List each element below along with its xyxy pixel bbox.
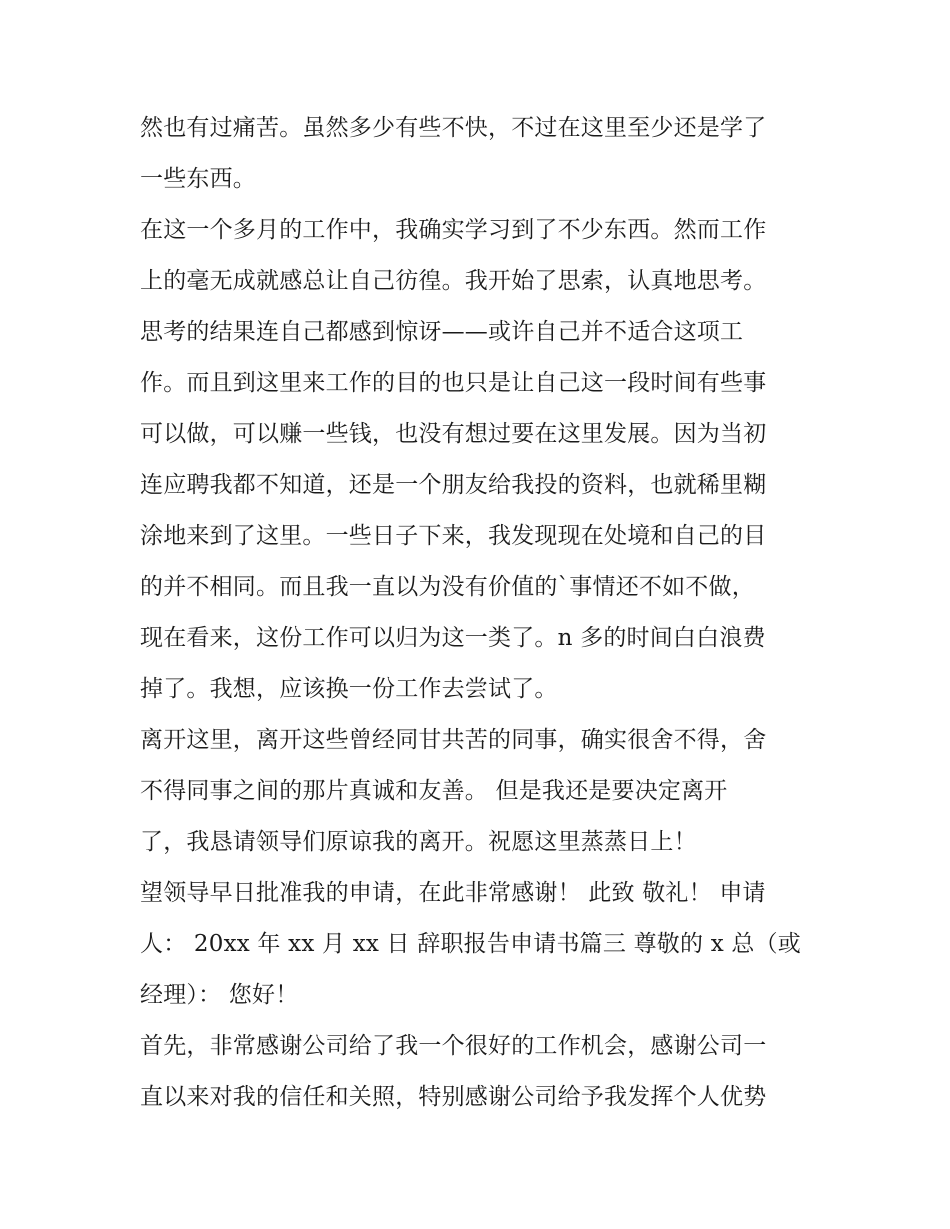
body-text <box>140 103 820 1123</box>
text-line: 上的毫无成就感总让自己彷徨。我开始了思索，认真地思考。 <box>140 268 767 294</box>
text-line: 涂地来到了这里。一些日子下来，我发现现在处境和自己的目 <box>140 523 767 549</box>
text-line: 连应聘我都不知道，还是一个朋友给我投的资料，也就稀里糊 <box>140 472 767 498</box>
text-line: 可以做，可以赚一些钱，也没有想过要在这里发展。因为当初 <box>140 421 767 447</box>
text-line: 不得同事之间的那片真诚和友善。 但是我还是要决定离开 <box>140 778 728 804</box>
text-line: 作。而且到这里来工作的目的也只是让自己这一段时间有些事 <box>140 370 767 396</box>
text-line: 然也有过痛苦。虽然多少有些不快，不过在这里至少还是学了 <box>140 115 767 141</box>
text-line: 思考的结果连自己都感到惊讶——或许自己并不适合这项工 <box>140 319 744 345</box>
text-line: 一些东西。 <box>140 166 256 192</box>
text-line: 直以来对我的信任和关照，特别感谢公司给予我发挥个人优势 <box>140 1084 767 1110</box>
text-line: 在这一个多月的工作中，我确实学习到了不少东西。然而工作 <box>140 217 767 243</box>
text-line: 掉了。我想，应该换一份工作去尝试了。 <box>140 676 558 702</box>
text-line: 现在看来，这份工作可以归为这一类了。n 多的时间白白浪费 <box>140 625 766 651</box>
text-line: 首先，非常感谢公司给了我一个很好的工作机会，感谢公司一 <box>140 1033 767 1059</box>
text-line: 望领导早日批准我的申请，在此非常感谢！ 此致 敬礼！ 申请 <box>140 880 766 906</box>
text-line: 的并不相同。而且我一直以为没有价值的`事情还不如不做， <box>140 574 755 600</box>
text-line: 人： 20xx 年 xx 月 xx 日 辞职报告申请书篇三 尊敬的 x 总（或 <box>140 931 801 957</box>
text-line: 了，我恳请领导们原谅我的离开。祝愿这里蒸蒸日上！ <box>140 829 697 855</box>
text-line: 离开这里，离开这些曾经同甘共苦的同事，确实很舍不得，舍 <box>140 727 767 753</box>
text-line: 经理）： 您好！ <box>140 982 299 1008</box>
